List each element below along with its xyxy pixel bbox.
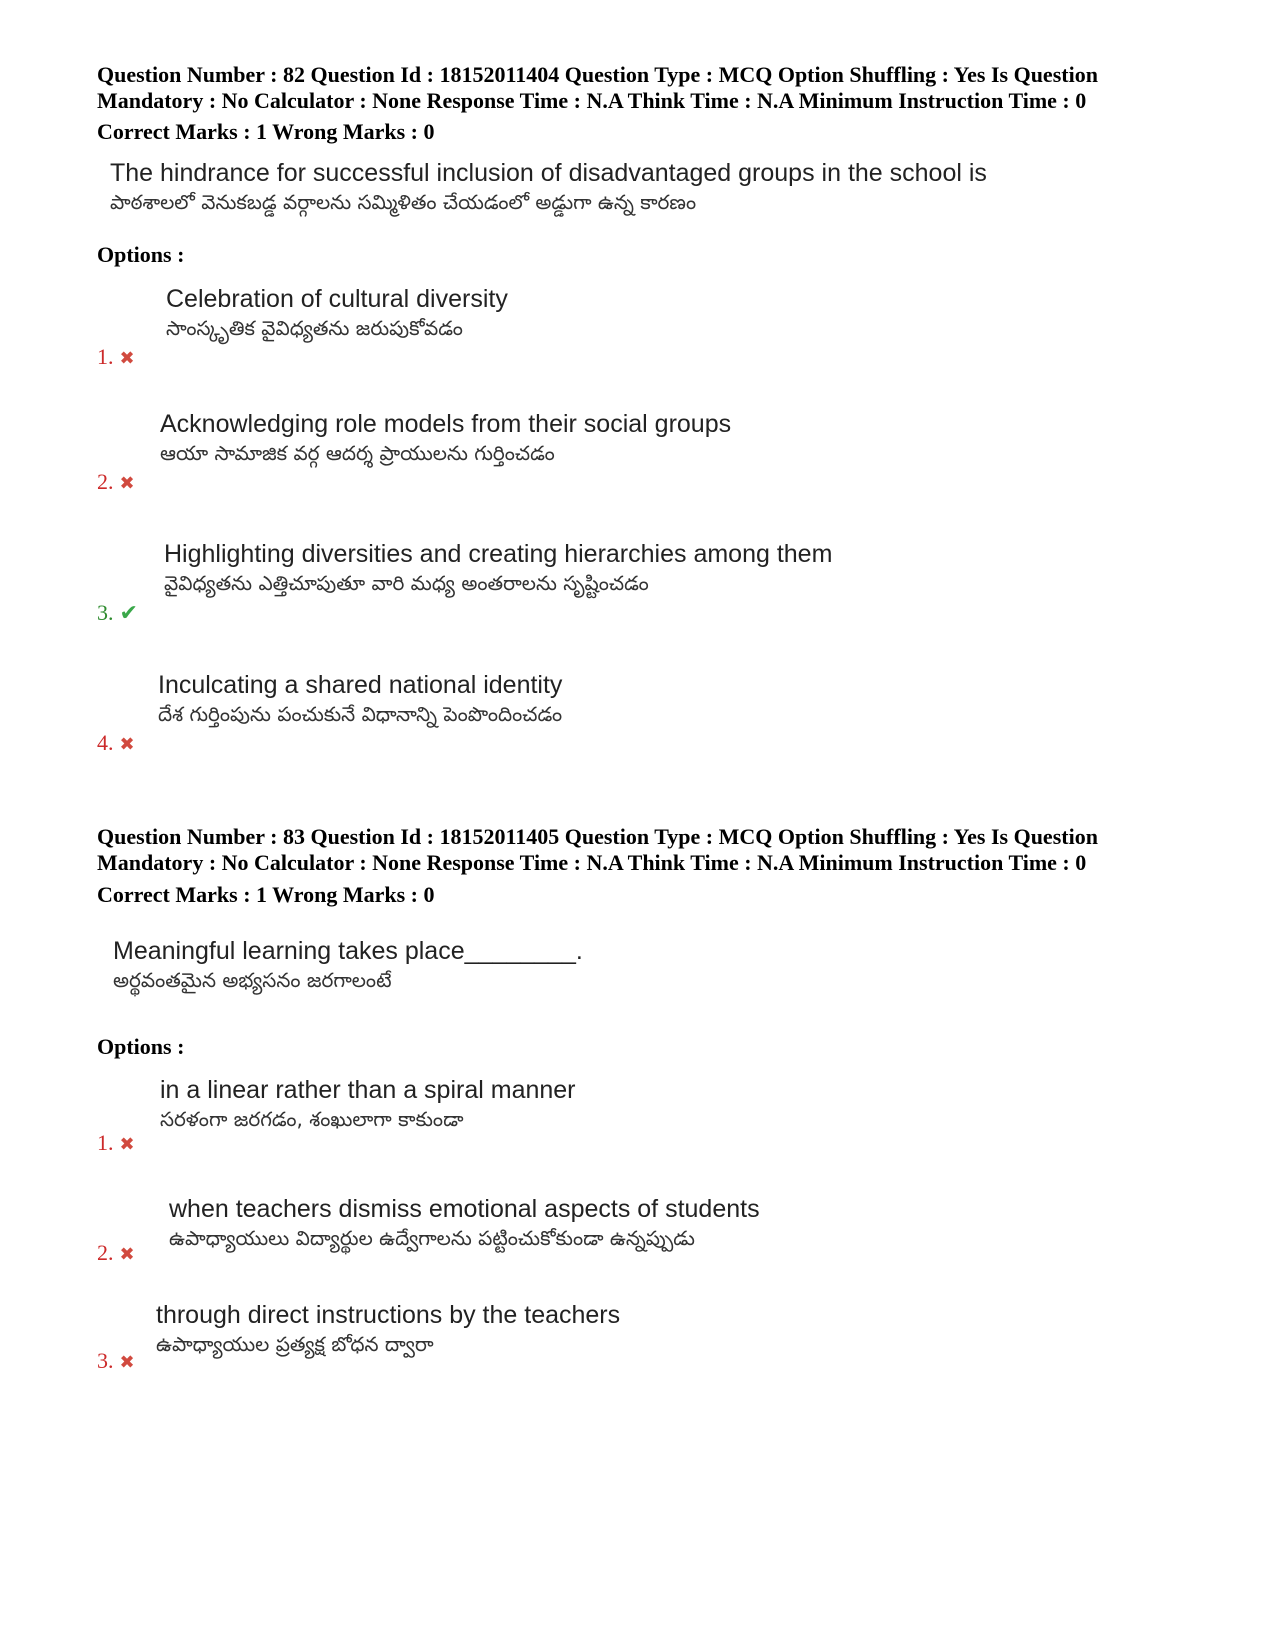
question-stem-english: The hindrance for successful inclusion of disadvantaged groups in the school is: [110, 159, 987, 187]
cross-icon: ✖: [119, 1134, 135, 1154]
option-number-text: 1.: [97, 344, 114, 369]
option-number-text: 1.: [97, 1130, 114, 1155]
option-telugu: దేశ గుర్తింపును పంచుకునే విధానాన్ని పెంపొందించడం: [158, 702, 563, 726]
option-number: [97, 344, 135, 371]
question-stem-english: Meaningful learning takes place________.: [113, 937, 583, 965]
cross-icon: ✖: [119, 1352, 135, 1372]
option-english: in a linear rather than a spiral manner: [160, 1076, 576, 1104]
option-number: [97, 600, 138, 626]
option-3: [164, 539, 832, 597]
options-label: Options :: [97, 242, 185, 267]
option-number-text: 3.: [97, 600, 114, 625]
option-telugu: ఆయా సామాజిక వర్గ ఆదర్శ ప్రాయులను గుర్తించడం: [160, 441, 555, 465]
question-marks: Correct Marks : 1 Wrong Marks : 0: [97, 119, 435, 144]
question-stem-telugu: అర్థవంతమైన అభ్యసనం జరగాలంటే: [113, 968, 392, 992]
option-3: [156, 1300, 620, 1358]
option-2: [169, 1194, 760, 1252]
option-english: through direct instructions by the teachers: [156, 1301, 621, 1329]
question-stem: [110, 158, 987, 216]
question-meta: Question Number : 83 Question Id : 18152011405 Question Type : MCQ Option Shuffling : Yes Is Question Mandatory : No Calculator : None Response Time : N.A Think Time : N.A Minimum Instruction Time : 0: [97, 824, 1098, 875]
option-number-text: 2.: [97, 1240, 114, 1265]
option-1: [160, 1075, 576, 1133]
question-stem: [113, 936, 583, 994]
option-number-text: 4.: [97, 730, 114, 755]
option-telugu: ఉపాధ్యాయుల ప్రత్యక్ష బోధన ద్వారా: [156, 1332, 434, 1356]
option-number: [97, 1240, 135, 1267]
option-telugu: ఉపాధ్యాయులు విద్యార్థుల ఉద్వేగాలను పట్టించుకోకుండా ఉన్నప్పుడు: [169, 1226, 695, 1250]
option-number-text: 3.: [97, 1348, 114, 1373]
option-english: when teachers dismiss emotional aspects of students: [169, 1195, 760, 1223]
option-2: [160, 409, 731, 467]
option-telugu: వైవిధ్యతను ఎత్తిచూపుతూ వారి మధ్య అంతరాలను సృష్టించడం: [164, 571, 649, 595]
option-number: [97, 1348, 135, 1375]
question-meta: Question Number : 82 Question Id : 18152011404 Question Type : MCQ Option Shuffling : Yes Is Question Mandatory : No Calculator : None Response Time : N.A Think Time : N.A Minimum Instruction Time : 0: [97, 62, 1098, 113]
check-icon: ✔: [119, 600, 138, 625]
cross-icon: ✖: [119, 348, 135, 368]
option-english: Inculcating a shared national identity: [158, 671, 563, 699]
option-telugu: సాంస్కృతిక వైవిధ్యతను జరుపుకోవడం: [166, 316, 463, 340]
question-stem-telugu: పాఠశాలలో వెనుకబడ్డ వర్గాలను సమ్మిళితం చేయడంలో అడ్డుగా ఉన్న కారణం: [110, 190, 697, 214]
option-number: [97, 1130, 135, 1157]
option-number: [97, 730, 135, 757]
option-4: [158, 670, 562, 728]
option-number-text: 2.: [97, 469, 114, 494]
option-telugu: సరళంగా జరగడం, శంఖులాగా కాకుండా: [160, 1107, 464, 1131]
option-english: Celebration of cultural diversity: [166, 285, 508, 313]
option-number: [97, 469, 135, 496]
question-marks: Correct Marks : 1 Wrong Marks : 0: [97, 882, 435, 907]
option-1: [166, 284, 508, 342]
option-english: Highlighting diversities and creating hierarchies among them: [164, 540, 833, 568]
option-english: Acknowledging role models from their social groups: [160, 410, 732, 438]
cross-icon: ✖: [119, 1244, 135, 1264]
options-label: Options :: [97, 1034, 185, 1059]
cross-icon: ✖: [119, 473, 135, 493]
cross-icon: ✖: [119, 734, 135, 754]
